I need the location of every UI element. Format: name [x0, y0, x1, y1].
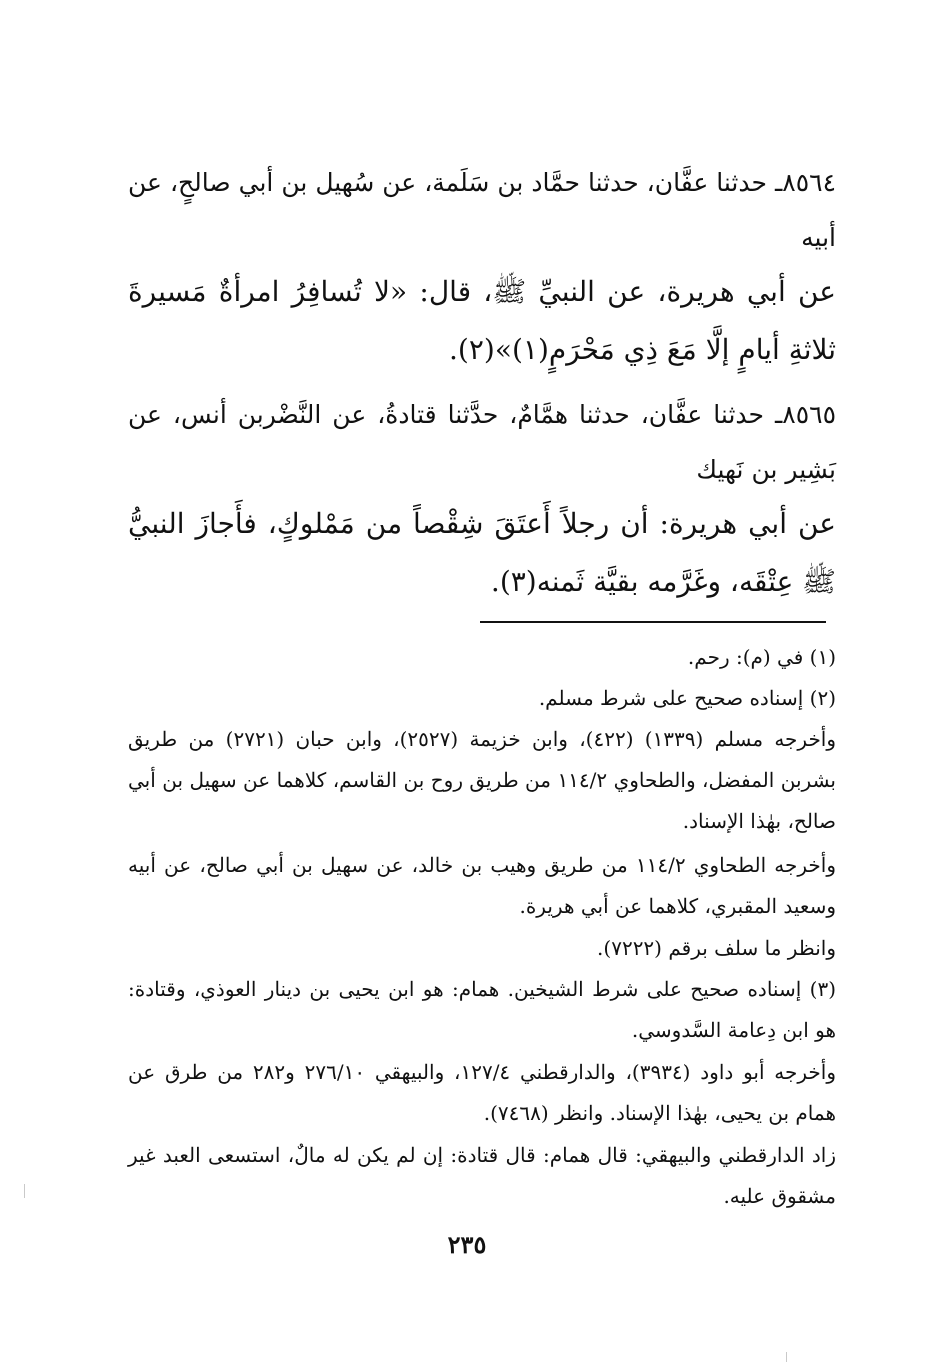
footnote-3-addition: زاد الدارقطني والبيهقي: قال همام: قال قتادة: إن لم يكن له مالٌ، استسعى العبد غير مشقوق عليه. [128, 1143, 836, 1208]
footnote-3-sources: وأخرجه أبو داود (٣٩٣٤)، والدارقطني ١٢٧/٤، والبيهقي ٢٧٦/١٠ و٢٨٢ من طرق عن همام بن يحيى، بهٰذا الإسناد. وانظر (٧٤٦٨). [128, 1060, 837, 1125]
footnote-3: (٣) إسناده صحيح على شرط الشيخين. همام: هو ابن يحيى بن دينار العوذي، وقتادة: هو ابن دِعامة السَّدوسي. [128, 977, 836, 1042]
hadith-8565-chain: ٨٥٦٥ـ حدثنا عفَّان، حدثنا همَّامٌ، حدَّثنا قتادةُ، عن النَّضْربن أنس، عن بَشِير بن نَهيك [128, 400, 836, 484]
footnote-1: (١) في (م): رحم. [687, 645, 836, 669]
hadith-8564-chain: ٨٥٦٤ـ حدثنا عفَّان، حدثنا حمَّاد بن سَلَمة، عن سُهيل بن أبي صالحٍ، عن أبيه [128, 168, 836, 252]
footnote-2-sources: وأخرجه مسلم (١٣٣٩) (٤٢٢)، وابن خزيمة (٢٥٢٧)، وابن حبان (٢٧٢١) من طريق بشربن المفضل، والطحاوي ١١٤/٢ من طريق روح بن القاسم، كلاهما عن سهيل بن أبي صالح، بهٰذا الإسناد. [128, 727, 837, 833]
hadith-8564-text: عن أبي هريرة، عن النبيِّ ﷺ، قال: «لا تُسافِرُ امرأةٌ مَسيرةَ ثلاثةِ أيامٍ إلَّا مَعَ ذِي مَحْرَمٍ(١)»(٢). [128, 275, 836, 366]
footnote-2-see-also: وانظر ما سلف برقم (٧٢٢٢). [597, 936, 836, 960]
footnote-2: (٢) إسناده صحيح على شرط مسلم. [538, 686, 836, 710]
scan-speck [786, 1352, 787, 1362]
scan-speck [24, 1184, 25, 1198]
footnote-separator [480, 621, 826, 623]
hadith-8565-text: عن أبي هريرة: أن رجلاً أَعتَقَ شِقْصاً من مَمْلوكٍ، فأَجازَ النبيُّ ﷺ عِتْقَه، وغَرَّمه بقيَّة ثَمنه(٣). [128, 507, 836, 598]
footnote-2-more-sources: وأخرجه الطحاوي ١١٤/٢ من طريق وهيب بن خالد، عن سهيل بن أبي صالح، عن أبيه وسعيد المقبري، كلاهما عن أبي هريرة. [128, 853, 836, 918]
page-number: ٢٣٥ [447, 1230, 487, 1259]
